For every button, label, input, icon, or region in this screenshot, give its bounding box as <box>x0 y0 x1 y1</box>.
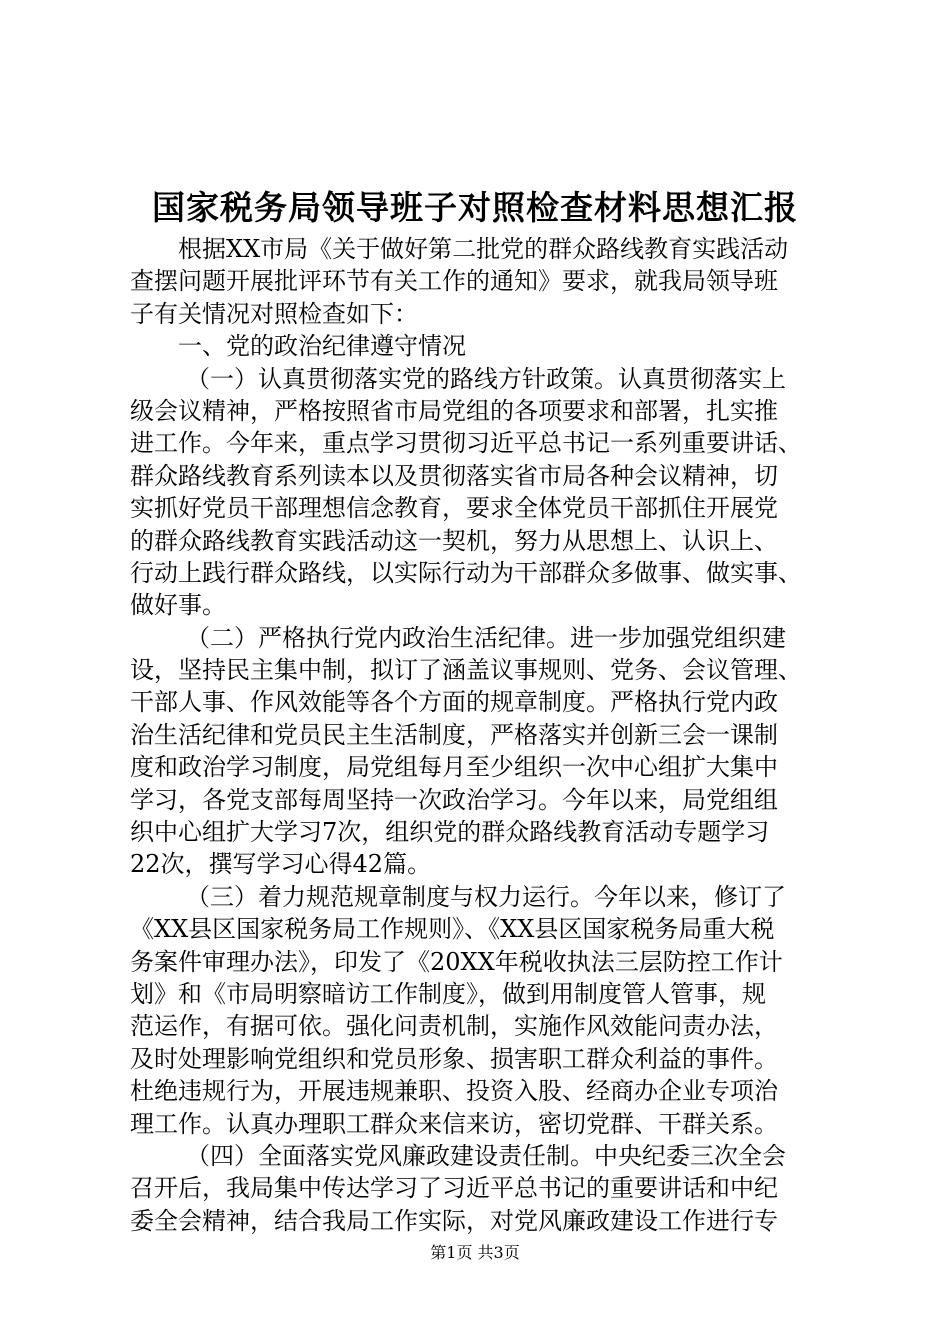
text-line: （一）认真贯彻落实党的路线方针政策。认真贯彻落实上 <box>186 364 786 393</box>
text-line: 进工作。今年来，重点学习贯彻习近平总书记一系列重要讲话、 <box>130 429 802 458</box>
text-line: 设，坚持民主集中制，拟订了涵盖议事规则、党务、会议管理、 <box>130 656 802 685</box>
text-line: 干部人事、作风效能等各个方面的规章制度。严格执行党内政 <box>130 688 778 717</box>
text-line: 的群众路线教育实践活动这一契机，努力从思想上、认识上、 <box>130 526 778 555</box>
text-line: 治生活纪律和党员民主生活制度，严格落实并创新三会一课制 <box>130 720 778 749</box>
text-line: 及时处理影响党组织和党员形象、损害职工群众利益的事件。 <box>130 1044 778 1073</box>
text-line: （三）着力规范规章制度与权力运行。今年以来，修订了 <box>186 882 786 911</box>
document-title: 国家税务局领导班子对照检查材料思想汇报 <box>152 188 798 227</box>
text-line: （四）全面落实党风廉政建设责任制。中央纪委三次全会 <box>186 1141 786 1170</box>
text-line: 杜绝违规行为，开展违规兼职、投资入股、经商办企业专项治 <box>130 1077 778 1106</box>
page-footer: 第1页 共3页 <box>430 1243 520 1262</box>
text-line: 22次，撰写学习心得42篇。 <box>130 850 432 879</box>
text-line: 划》和《市局明察暗访工作制度》，做到用制度管人管事，规 <box>130 979 766 1008</box>
text-line: 织中心组扩大学习7次，组织党的群众路线教育活动专题学习 <box>130 818 770 847</box>
text-line: 级会议精神，严格按照省市局党组的各项要求和部署，扎实推 <box>130 396 778 425</box>
text-line: （二）严格执行党内政治生活纪律。进一步加强党组织建 <box>186 623 786 652</box>
text-line: 实抓好党员干部理想信念教育，要求全体党员干部抓住开展党 <box>130 494 778 523</box>
text-line: 召开后，我局集中传达学习了习近平总书记的重要讲话和中纪 <box>130 1174 778 1203</box>
document-body <box>130 233 830 1237</box>
text-line: 务案件审理办法》，印发了《20XX年税收执法三层防控工作计 <box>130 947 783 976</box>
text-line: 做好事。 <box>130 591 226 620</box>
text-line: 子有关情况对照检查如下： <box>130 299 418 328</box>
section-heading: 一、党的政治纪律遵守情况 <box>178 332 466 361</box>
text-line: 理工作。认真办理职工群众来信来访，密切党群、干群关系。 <box>130 1109 778 1138</box>
text-line: 群众路线教育系列读本以及贯彻落实省市局各种会议精神，切 <box>130 461 778 490</box>
text-line: 学习，各党支部每周坚持一次政治学习。今年以来，局党组组 <box>130 785 778 814</box>
text-line: 范运作，有据可依。强化问责机制，实施作风效能问责办法， <box>130 1012 778 1041</box>
text-line: 度和政治学习制度，局党组每月至少组织一次中心组扩大集中 <box>130 753 778 782</box>
text-line: 委全会精神，结合我局工作实际，对党风廉政建设工作进行专 <box>130 1206 778 1235</box>
text-line: 查摆问题开展批评环节有关工作的通知》要求，就我局领导班 <box>130 267 778 296</box>
text-line: 《XX县区国家税务局工作规则》、《XX县区国家税务局重大税 <box>130 915 775 944</box>
text-line: 根据XX市局《关于做好第二批党的群众路线教育实践活动 <box>178 235 789 263</box>
text-line: 行动上践行群众路线，以实际行动为干部群众多做事、做实事、 <box>130 558 802 587</box>
